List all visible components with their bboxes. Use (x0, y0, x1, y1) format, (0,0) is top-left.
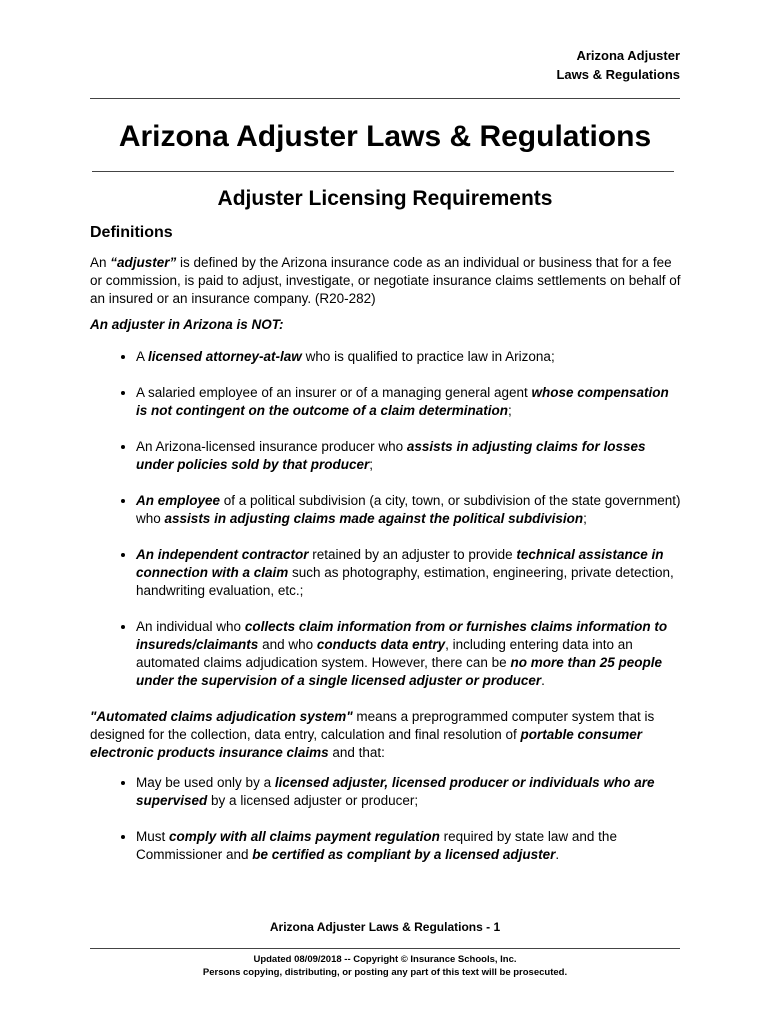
text-run: . (541, 673, 545, 688)
text-run: ; (508, 403, 512, 418)
copyright-notice (90, 953, 680, 979)
emphasis-run: comply with all claims payment regulation (169, 829, 440, 844)
text-run: ; (583, 511, 587, 526)
text-run: means a preprogrammed computer system that is designed for the collection, data entry, calculation and final resolution of (90, 709, 655, 742)
text-run: such as photography, estimation, engineering, private detection, handwriting evaluation, etc.; (136, 565, 674, 598)
emphasis-run: “adjuster” (110, 255, 177, 270)
emphasis-run: licensed attorney-at-law (148, 349, 302, 364)
header-line-1: Arizona Adjuster (576, 48, 680, 63)
text-run: by a licensed adjuster or producer; (207, 793, 419, 808)
emphasis-run: no more than 25 people under the supervision of a single licensed adjuster or producer (136, 655, 662, 688)
emphasis-run: An employee (136, 493, 221, 508)
copyright-line: Updated 08/09/2018 -- Copyright © Insurance Schools, Inc. (253, 954, 517, 965)
text-run: An Arizona-licensed insurance producer who (136, 439, 407, 454)
list-item (136, 492, 682, 528)
emphasis-run: whose compensation is not contingent on the outcome of a claim determination (136, 385, 669, 418)
list-item (136, 774, 682, 810)
emphasis-run: assists in adjusting claims for losses under policies sold by that producer (136, 439, 646, 472)
emphasis-run: be certified as compliant by a licensed adjuster (252, 847, 556, 862)
header-divider (90, 98, 680, 99)
text-run: of a political subdivision (a city, town, or subdivision of the state government) who (136, 493, 681, 526)
warning-line: Persons copying, distributing, or posting any part of this text will be prosecuted. (202, 967, 568, 978)
page-footer-label: Arizona Adjuster Laws & Regulations - 1 (269, 920, 501, 934)
list-item (136, 384, 682, 420)
not-adjuster-lead: An adjuster in Arizona is NOT: (90, 317, 284, 332)
text-run: retained by an adjuster to provide (308, 547, 517, 562)
text-run: and who (258, 637, 317, 652)
section-title: Adjuster Licensing Requirements (217, 187, 553, 210)
text-run: required by state law and the Commissioner and (136, 829, 617, 862)
list-item (136, 546, 682, 600)
list-item (136, 438, 682, 474)
page-title: Arizona Adjuster Laws & Regulations (118, 120, 652, 153)
list-item (136, 348, 682, 366)
text-run: is defined by the Arizona insurance code as an individual or business that for a fee or commission, is paid to adjust, investigate, or negotiate insurance claims settlements on behalf of an insured or an insurance company. (R20-282) (90, 255, 681, 306)
emphasis-run: "Automated claims adjudication system" (90, 709, 353, 724)
text-run: A (136, 349, 149, 364)
emphasis-run: conducts data entry (316, 637, 446, 652)
emphasis-run: assists in adjusting claims made against the political subdivision (164, 511, 584, 526)
text-run: . (555, 847, 560, 862)
list-item (136, 618, 682, 690)
text-run: Must (136, 829, 170, 844)
automated-system-definition (90, 708, 682, 762)
adjuster-definition (90, 254, 682, 308)
emphasis-run: licensed adjuster, licensed producer or individuals who are supervised (136, 775, 655, 808)
text-run: and that: (328, 745, 385, 760)
emphasis-run: portable consumer electronic products insurance claims (90, 727, 643, 760)
emphasis-run: technical assistance in connection with a claim (136, 547, 664, 580)
definitions-heading: Definitions (90, 224, 173, 241)
text-run: who is qualified to practice law in Arizona; (301, 349, 555, 364)
not-adjuster-list (90, 348, 682, 690)
footer-divider (90, 948, 680, 949)
emphasis-run: An independent contractor (136, 547, 309, 562)
title-divider (92, 171, 674, 172)
emphasis-run: collects claim information from or furnishes claims information to insureds/claimants (136, 619, 668, 652)
running-header (556, 46, 680, 84)
text-run: , including entering data into an automated claims adjudication system. However, there can be (136, 637, 633, 670)
text-run: A salaried employee of an insurer or of a managing general agent (136, 385, 532, 400)
list-item (136, 828, 682, 864)
text-run: May be used only by a (136, 775, 275, 790)
text-run: An individual who (136, 619, 245, 634)
text-run: ; (369, 457, 374, 472)
header-line-2: Laws & Regulations (556, 67, 680, 82)
text-run: An (90, 255, 111, 270)
content-body (90, 222, 682, 882)
system-conditions-list (90, 774, 682, 864)
